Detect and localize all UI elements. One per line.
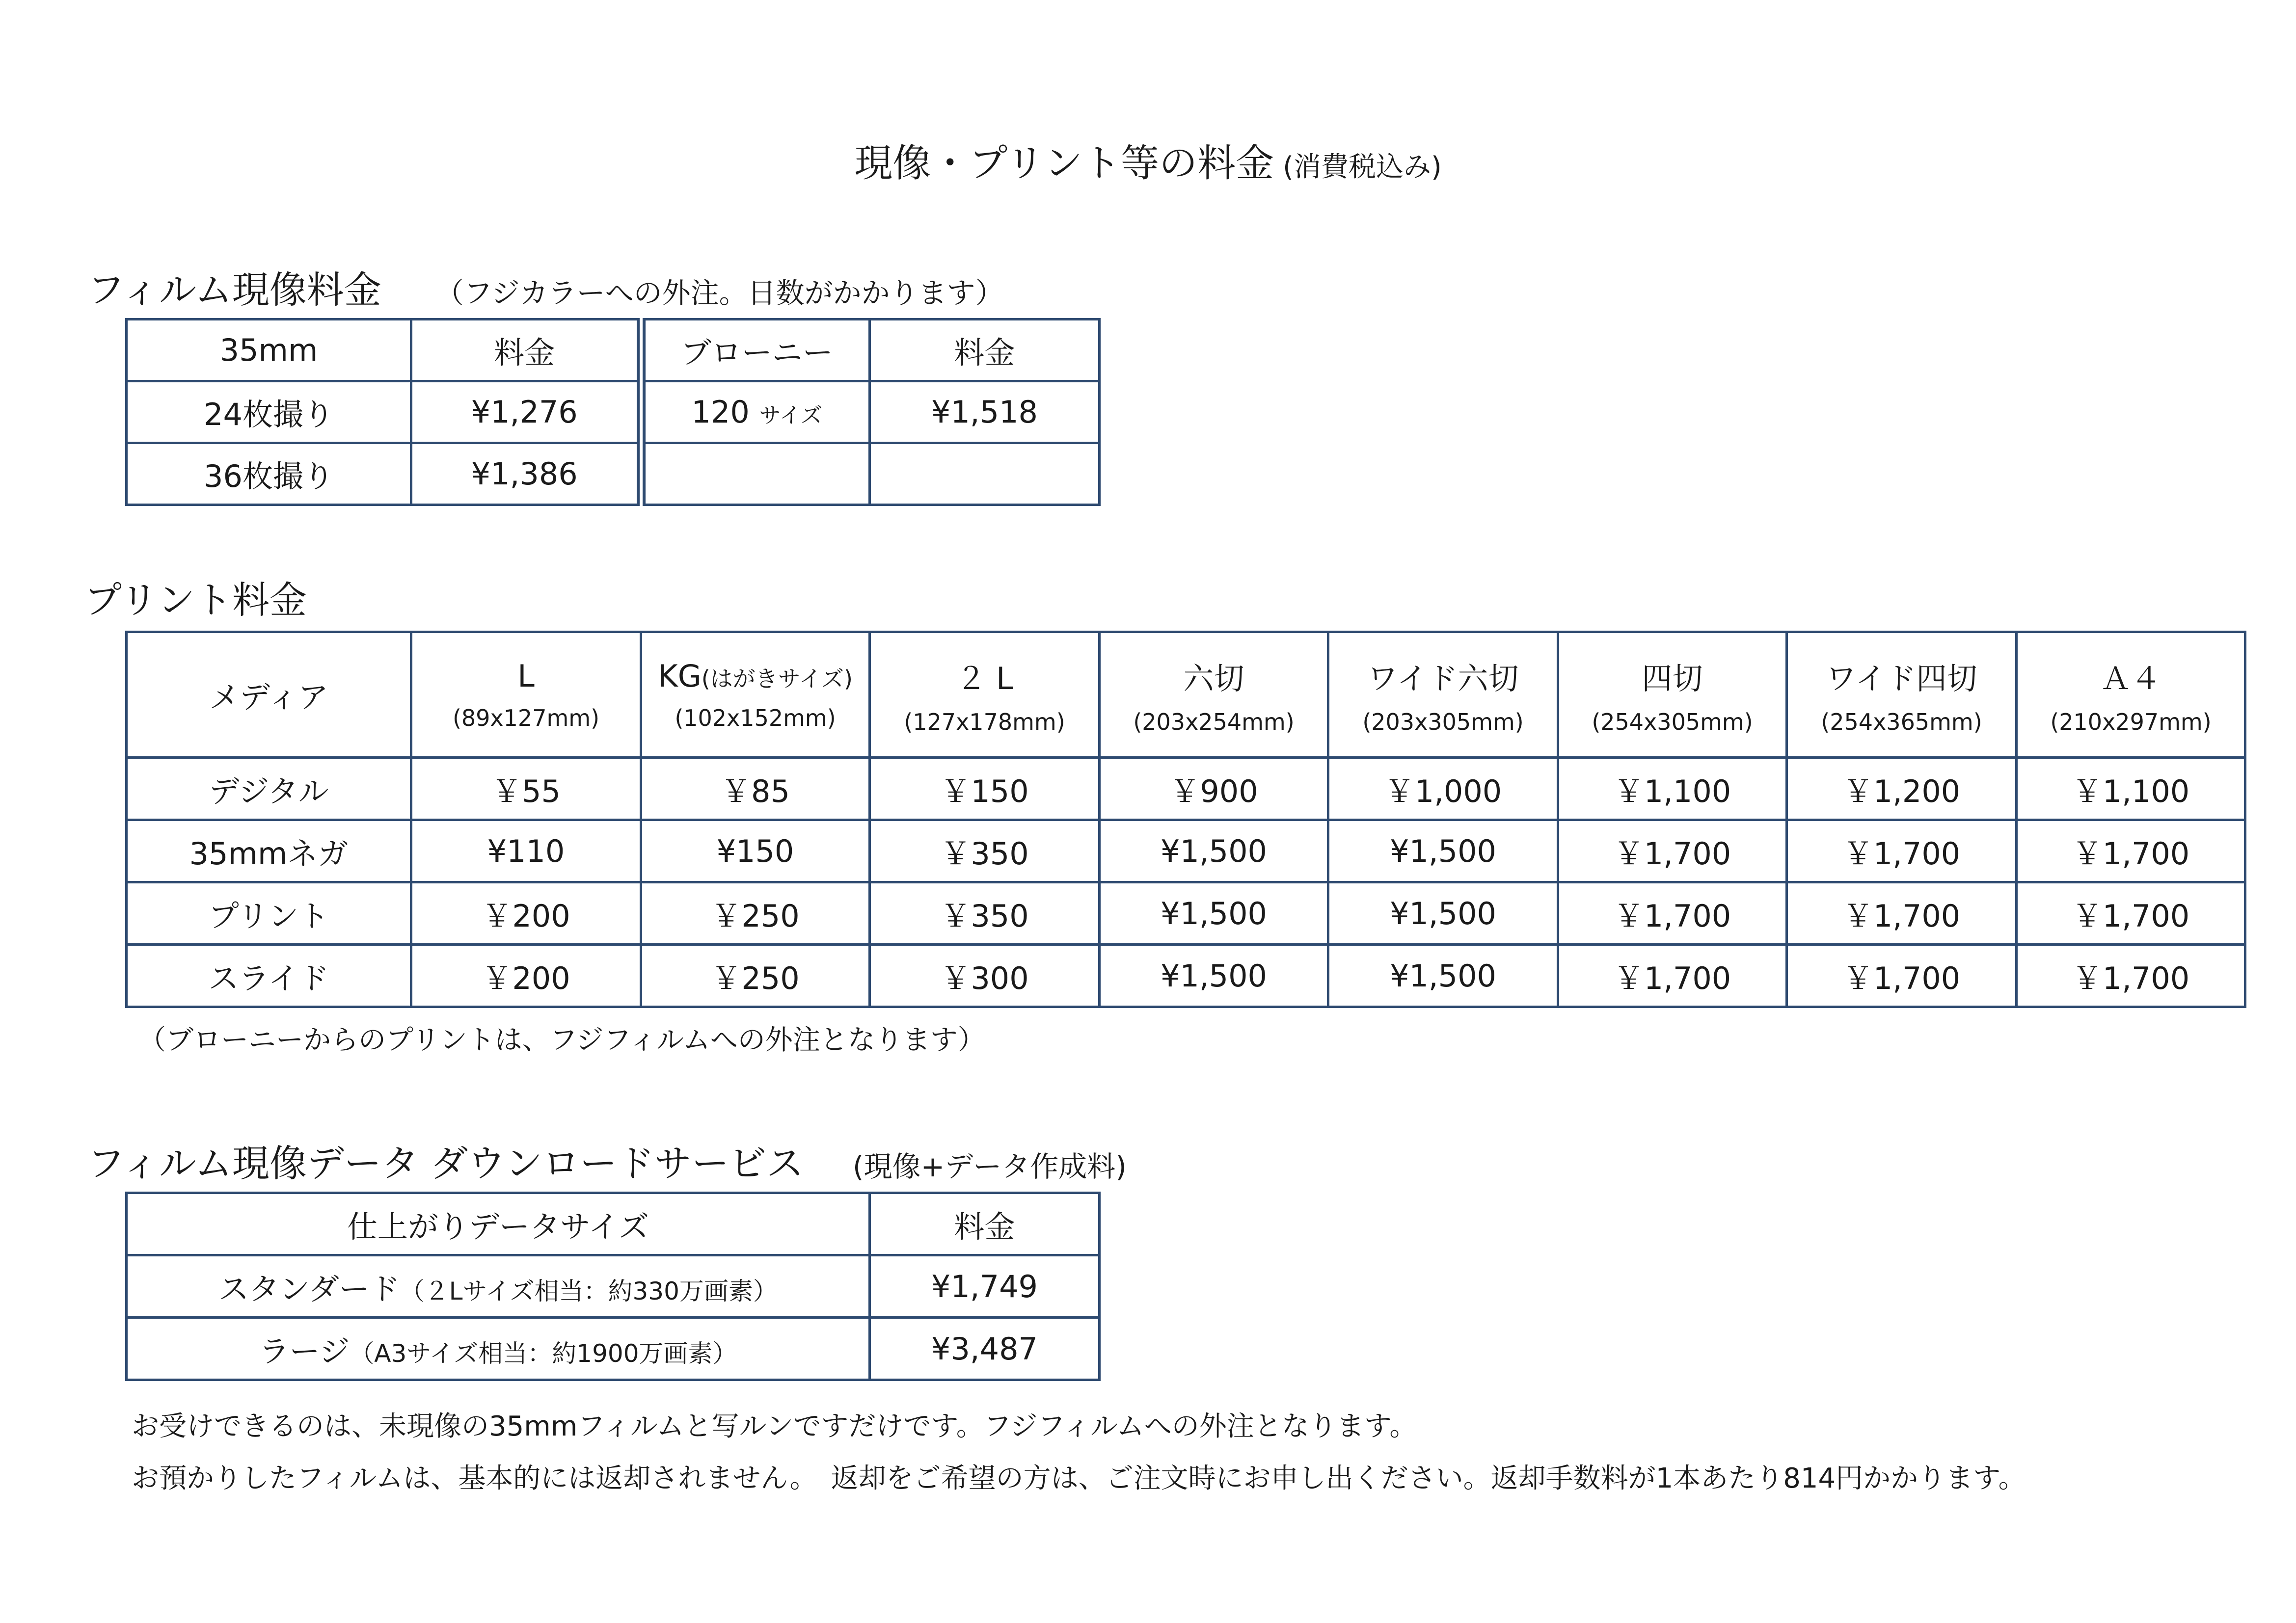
size-label-sub: (はがきサイズ) (701, 665, 853, 692)
print-price: ￥1,700 (1558, 945, 1787, 1007)
film-dev-header-price: 料金 (411, 319, 641, 381)
film-dev-roll: 36枚撮り (127, 443, 411, 505)
film-dev-brownie-size (641, 443, 870, 505)
print-price: ￥300 (870, 945, 1100, 1007)
print-header-size (2017, 632, 2245, 758)
download-title: フィルム現像データ ダウンロードサービス (87, 1142, 804, 1185)
table-row (127, 443, 1100, 505)
print-price: ￥1,000 (1328, 758, 1558, 820)
print-price: ¥1,500 (1100, 820, 1328, 882)
size-dims: (254x305mm) (1592, 709, 1753, 735)
film-dev-price: ¥1,386 (411, 443, 641, 505)
print-price: ￥1,700 (2017, 820, 2245, 882)
size-dims: (102x152mm) (675, 705, 836, 731)
film-dev-roll: 24枚撮り (127, 381, 411, 443)
print-price: ￥85 (641, 758, 870, 820)
print-price: ￥1,700 (2017, 882, 2245, 945)
print-price: ￥1,700 (2017, 945, 2245, 1007)
download-header-size: 仕上がりデータサイズ (127, 1193, 870, 1255)
size-dims: (203x254mm) (1133, 709, 1295, 735)
download-size-detail: （A3サイズ相当：約1900万画素） (350, 1339, 737, 1368)
print-header-size (1558, 632, 1787, 758)
print-price: ￥1,700 (1558, 820, 1787, 882)
print-price: ¥1,500 (1100, 945, 1328, 1007)
download-price: ¥3,487 (870, 1318, 1100, 1380)
print-header-size (1328, 632, 1558, 758)
film-dev-header-35mm: 35mm (127, 319, 411, 381)
download-heading (87, 1134, 1127, 1187)
download-size (127, 1318, 870, 1380)
print-price: ￥1,700 (1558, 882, 1787, 945)
print-price: ￥350 (870, 820, 1100, 882)
print-header-size (641, 632, 870, 758)
size-dims: (203x305mm) (1362, 709, 1524, 735)
page-title-main: 現像・プリント等の料金 (854, 141, 1274, 186)
table-row (127, 945, 2245, 1007)
page-title (0, 133, 2296, 187)
size-label: ２ L (956, 661, 1013, 696)
film-dev-table (125, 318, 1101, 506)
remark-line: お預かりしたフィルムは、基本的には返却されません。 返却をご希望の方は、ご注文時にお申し出ください。返却手数料が1本あたり814円かかります。 (132, 1463, 2026, 1494)
print-price: ¥150 (641, 820, 870, 882)
print-header-size (870, 632, 1100, 758)
film-dev-header-row (127, 319, 1100, 381)
table-row (127, 820, 2245, 882)
print-header-size (1787, 632, 2017, 758)
print-title: プリント料金 (84, 578, 307, 622)
print-price: ￥200 (411, 882, 641, 945)
size-label: L (517, 658, 535, 694)
size-label: Ａ４ (2100, 661, 2161, 696)
film-dev-title: フィルム現像料金 (87, 268, 381, 312)
download-size-main: ラージ (259, 1333, 350, 1369)
film-dev-header-brownie: ブローニー (641, 319, 870, 381)
print-price: ¥1,500 (1100, 882, 1328, 945)
download-size-detail: （２Lサイズ相当：約330万画素） (400, 1277, 778, 1305)
size-label: 六切 (1183, 661, 1244, 696)
film-dev-brownie-size: 120 サイズ (641, 381, 870, 443)
print-price: ￥1,700 (1787, 882, 2017, 945)
size-label: ワイド六切 (1367, 661, 1519, 696)
print-header-media: メディア (127, 632, 411, 758)
print-price: ￥350 (870, 882, 1100, 945)
print-price: ¥1,500 (1328, 882, 1558, 945)
download-size (127, 1255, 870, 1318)
download-price: ¥1,749 (870, 1255, 1100, 1318)
print-price: ￥1,700 (1787, 945, 2017, 1007)
print-price: ￥250 (641, 945, 870, 1007)
print-media: スライド (127, 945, 411, 1007)
remark-line: お受けできるのは、未現像の35mmフィルムと写ルンですだけです。フジフィルムへの外注となります。 (132, 1410, 1417, 1442)
film-dev-brownie-price: ¥1,518 (870, 381, 1100, 443)
print-price: ¥1,500 (1328, 945, 1558, 1007)
table-row (127, 882, 2245, 945)
table-row (127, 1318, 1100, 1380)
print-price: ￥1,100 (2017, 758, 2245, 820)
table-row (127, 381, 1100, 443)
print-price: ￥1,200 (1787, 758, 2017, 820)
size-dims: (127x178mm) (904, 709, 1065, 735)
print-header-row (127, 632, 2245, 758)
table-row (127, 1255, 1100, 1318)
size-dims: (210x297mm) (2050, 709, 2212, 735)
print-price: ￥55 (411, 758, 641, 820)
print-media: デジタル (127, 758, 411, 820)
size-label: KG (658, 658, 702, 694)
film-dev-header-price: 料金 (870, 319, 1100, 381)
print-price: ￥900 (1100, 758, 1328, 820)
download-size-main: スタンダード (218, 1271, 400, 1307)
film-dev-note: （フジカラーへの外注。日数がかかります） (435, 276, 1004, 310)
print-price: ￥1,100 (1558, 758, 1787, 820)
download-table (125, 1192, 1101, 1381)
size-label: 四切 (1642, 661, 1703, 696)
print-footnote: （ブローニーからのプリントは、フジフィルムへの外注となります） (138, 1024, 985, 1056)
film-dev-brownie-price (870, 443, 1100, 505)
print-heading (84, 570, 307, 624)
page-title-tax-note: (消費税込み) (1283, 151, 1442, 183)
download-header-row (127, 1193, 1100, 1255)
size-dims: (89x127mm) (452, 705, 600, 731)
print-price: ￥200 (411, 945, 641, 1007)
table-row (127, 758, 2245, 820)
print-price: ￥250 (641, 882, 870, 945)
download-header-price: 料金 (870, 1193, 1100, 1255)
film-dev-heading (87, 260, 1004, 314)
print-table (125, 631, 2246, 1008)
film-dev-price: ¥1,276 (411, 381, 641, 443)
print-price: ￥150 (870, 758, 1100, 820)
print-price: ¥1,500 (1328, 820, 1558, 882)
print-header-size (411, 632, 641, 758)
print-price: ¥110 (411, 820, 641, 882)
print-price: ￥1,700 (1787, 820, 2017, 882)
print-header-size (1100, 632, 1328, 758)
size-label: ワイド四切 (1826, 661, 1977, 696)
print-media: プリント (127, 882, 411, 945)
download-note: (現像+データ作成料) (853, 1150, 1127, 1183)
print-media: 35mmネガ (127, 820, 411, 882)
size-dims: (254x365mm) (1821, 709, 1982, 735)
